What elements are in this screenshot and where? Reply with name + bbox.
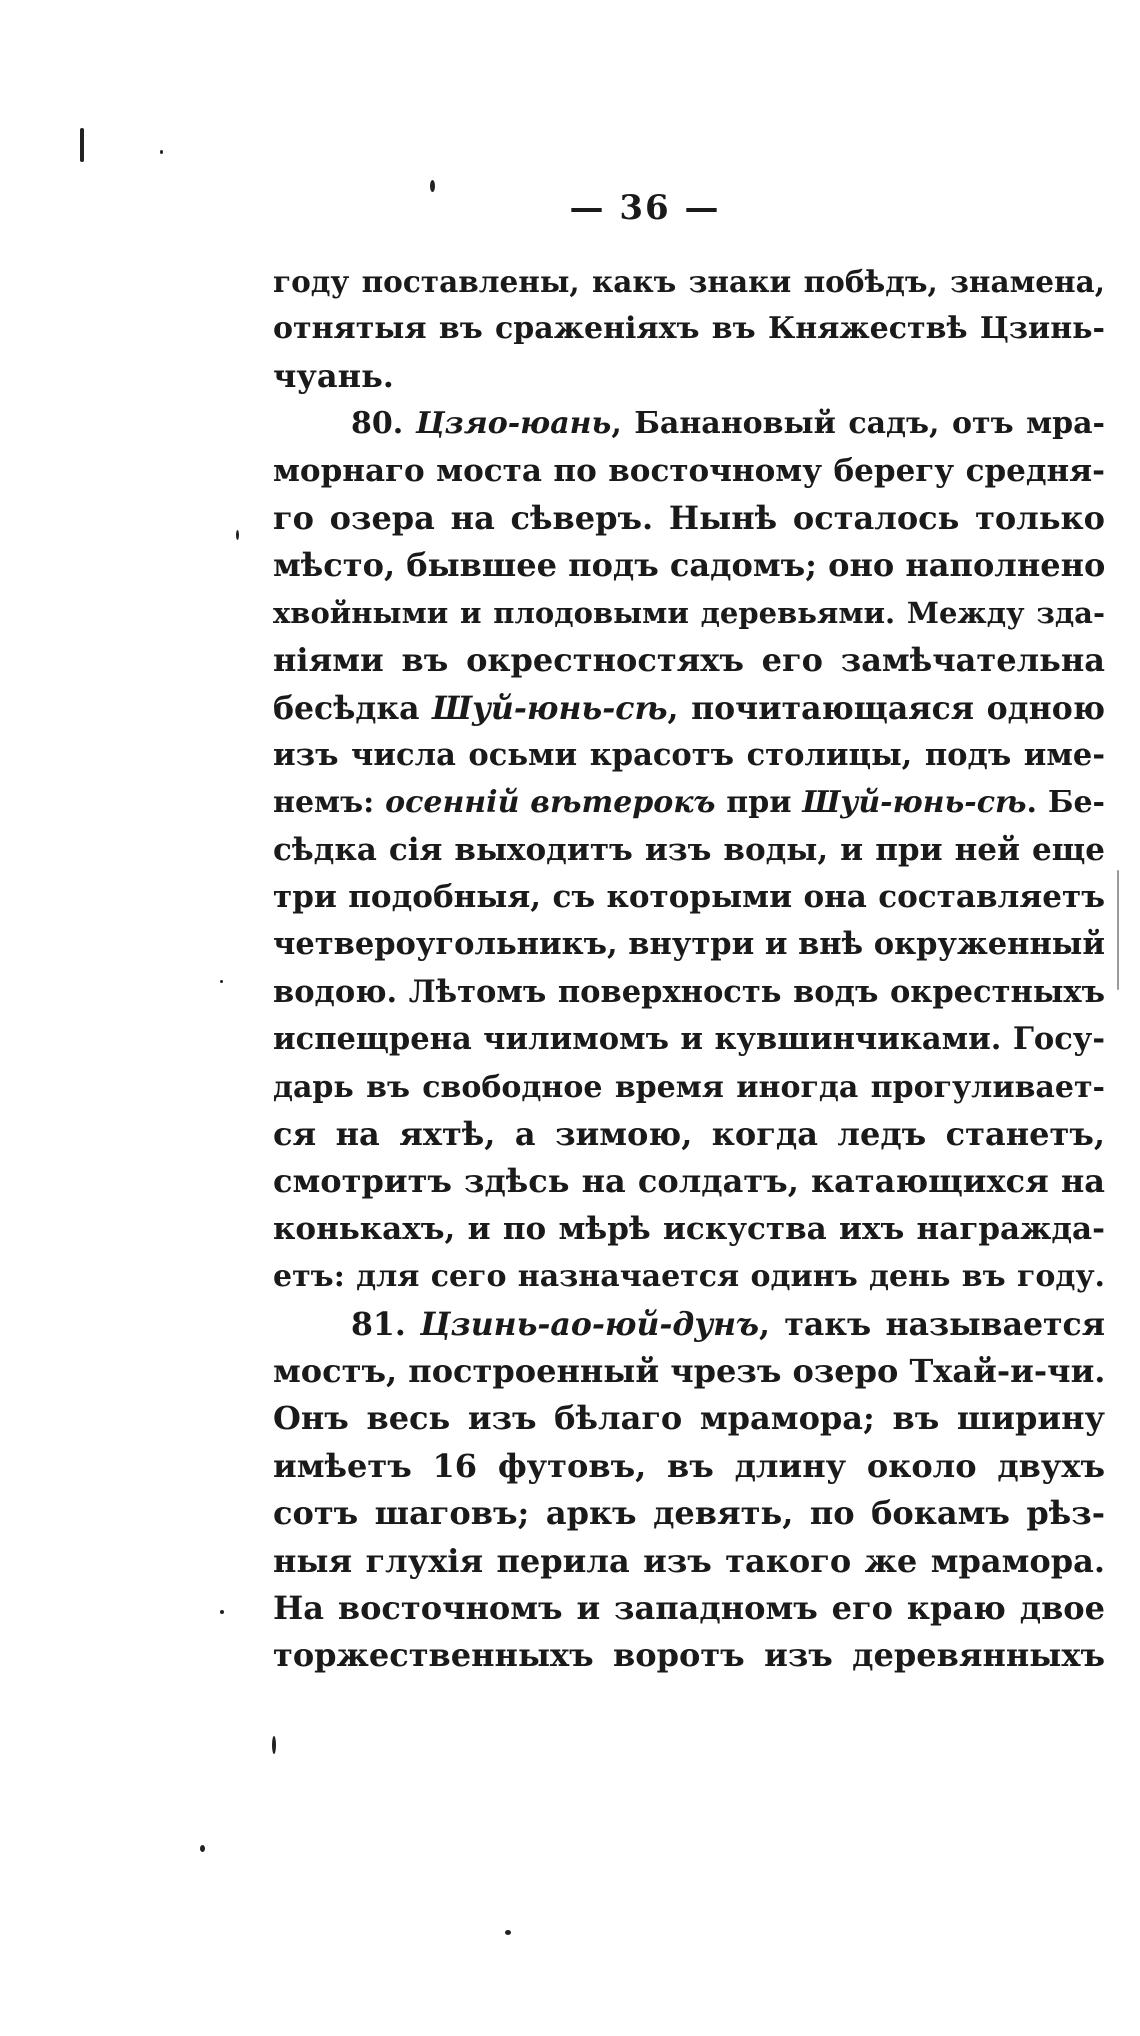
text-line — [273, 969, 1105, 1016]
scan-speck — [236, 530, 239, 540]
text-segment: сотъ шаговъ; аркъ девять, по бокамъ рѣз- — [273, 1494, 1105, 1533]
text-segment: четвероугольникъ, внутри и внѣ окруженный — [273, 926, 1105, 963]
scan-speck — [272, 1736, 276, 1754]
text-line — [273, 685, 1105, 732]
scan-speck — [1117, 870, 1119, 990]
text-segment: мостъ, построенный чрезъ озеро Тхай-и-чи. — [273, 1351, 1106, 1390]
text-line — [273, 495, 1105, 542]
italic-term: Шуй-юнь-сѣ — [432, 689, 668, 727]
text-segment: смотритъ здѣсь на солдатъ, катающихся на — [273, 1162, 1105, 1201]
text-line — [273, 921, 1105, 968]
text-line — [273, 448, 1105, 495]
scan-speck — [430, 180, 435, 192]
text-line — [273, 1206, 1105, 1253]
text-line — [273, 400, 1105, 447]
text-line — [273, 1301, 1105, 1348]
text-line — [273, 732, 1105, 779]
text-segment: На восточномъ и западномъ его краю двое — [273, 1588, 1105, 1627]
text-line — [273, 542, 1105, 589]
text-line — [273, 1253, 1105, 1300]
text-segment: ныя глухія перила изъ такого же мрамора. — [273, 1541, 1105, 1580]
text-segment: испещрена чилимомъ и кувшинчиками. Госу- — [273, 1021, 1105, 1058]
text-line — [273, 1538, 1105, 1585]
text-segment: 81. — [351, 1305, 421, 1343]
text-line — [273, 1443, 1105, 1490]
text-segment: , почитающаяся одною — [667, 689, 1105, 727]
text-segment: при — [715, 785, 803, 821]
text-segment: году поставлены, какъ знаки побѣдъ, знамена, — [273, 264, 1105, 299]
text-segment: дарь въ свободное время иногда прогуливает- — [273, 1069, 1105, 1105]
text-line — [273, 1490, 1105, 1537]
text-line — [273, 1111, 1105, 1158]
text-segment: Онъ весь изъ бѣлаго мрамора; въ ширину — [273, 1399, 1105, 1438]
text-line — [273, 1348, 1105, 1395]
text-line — [273, 1395, 1105, 1442]
italic-term: Цзяо-юань — [415, 406, 612, 442]
text-segment: . Бе- — [1026, 785, 1106, 821]
text-segment: изъ числа осьми красотъ столицы, подъ име- — [273, 736, 1105, 773]
scan-speck — [220, 1610, 224, 1614]
text-segment: , Банановый садъ, отъ мра- — [611, 406, 1105, 442]
text-line — [273, 1016, 1105, 1063]
text-segment: ся на яхтѣ, а зимою, когда ледъ станетъ, — [273, 1115, 1105, 1154]
text-line — [273, 637, 1105, 684]
text-line — [273, 1064, 1105, 1111]
scan-speck — [505, 1930, 511, 1935]
text-segment: мѣсто, бывшее подъ садомъ; оно наполнено — [273, 546, 1106, 585]
text-line — [273, 258, 1105, 305]
text-segment: сѣдка сія выходитъ изъ воды, и при ней еще — [273, 831, 1105, 868]
text-segment: водою. Лѣтомъ поверхность водъ окрестныхъ — [273, 973, 1105, 1010]
text-segment: чуань. — [273, 356, 394, 395]
italic-term: Шуй-юнь-сѣ — [802, 785, 1027, 821]
text-line — [273, 1585, 1105, 1632]
scan-speck — [160, 150, 163, 154]
text-line — [273, 827, 1105, 874]
text-segment: имѣетъ 16 футовъ, въ длину около двухъ — [273, 1446, 1105, 1485]
text-segment: хвойными и плодовыми деревьями. Между зда- — [273, 595, 1105, 630]
text-line — [273, 779, 1105, 826]
text-line — [273, 874, 1105, 921]
text-line — [273, 353, 1105, 400]
text-line — [273, 590, 1105, 637]
italic-term: осеннiй вѣтерокъ — [385, 785, 716, 821]
text-segment: етъ: для сего назначается одинъ день въ году. — [273, 1259, 1105, 1295]
text-segment: торжественныхъ воротъ изъ деревянныхъ — [273, 1636, 1105, 1675]
text-segment: конькахъ, и по мѣрѣ искуства ихъ награжда- — [273, 1210, 1105, 1247]
text-segment: три подобныя, съ которыми она составляетъ — [273, 879, 1105, 916]
text-line — [273, 1158, 1105, 1205]
italic-term: Цзинь-ао-юй-дунъ — [420, 1305, 760, 1343]
text-segment: го озера на сѣверъ. Нынѣ осталось только — [273, 498, 1105, 537]
text-segment: бесѣдка — [273, 689, 433, 727]
scan-speck — [220, 980, 223, 983]
text-line — [273, 1632, 1105, 1679]
text-segment: морнаго моста по восточному берегу средня- — [273, 452, 1105, 489]
text-segment: 80. — [351, 406, 416, 442]
text-segment: немъ: — [273, 785, 386, 821]
scan-speck — [200, 1845, 205, 1852]
page-number: — 36 — — [569, 188, 721, 228]
text-segment: отнятыя въ сраженіяхъ въ Княжествѣ Цзинь- — [273, 311, 1105, 347]
text-segment: , такъ называется — [759, 1305, 1105, 1343]
body-text — [273, 258, 1105, 1680]
text-line — [273, 305, 1105, 352]
scan-speck — [80, 128, 84, 162]
text-segment: ніями въ окрестностяхъ его замѣчательна — [273, 641, 1105, 680]
